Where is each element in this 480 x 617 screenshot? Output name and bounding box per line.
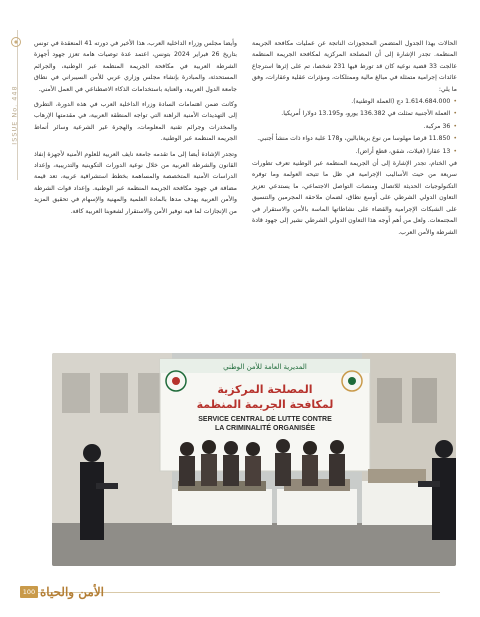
right-column [252, 38, 457, 238]
list-item: • 36 مركبة. [252, 121, 457, 132]
paragraph: وأيضا مجلس وزراء الداخلية العرب، هذا الأخير في دورته 41 المنعقدة في تونس بتاريخ 26 فبراير 2024 بتونس، اعتمد عدة توصيات هامة تعزز جهود أجهزة الشرطة العربية في مكافحة الجريمة المنظمة عبر الوطنية، والجرائم المستحدثة، والمبادرة بإنشاء مجلس وزاري عربي للأمن السيبراني في نطاق جامعة الدول العربية، والعناية باستخدامات الذكاء الاصطناعي في العمل الأمني. [34, 40, 238, 93]
magazine-title: الأمن والحياة [40, 585, 105, 599]
ornament-icon [10, 36, 22, 48]
paragraph: وتجدر الإشادة أيضا إلى ما تقدمه جامعة نايف العربية للعلوم الأمنية لأجهزة إنفاذ القانون والشرطة العربية من خلال نوعية الدورات التكوينية والتدريبية، وإعداد الدراسات الأمنية المتخصصة والمساهمة بخطط استشرافية عربية، تعد قيمة مضافة في جهود مكافحة الجريمة المنظمة عبر الوطنية. وإعداد قوات الشرطة والأمن العربية يهدف مدها بالمادة العلمية والمهنية والإسهام في تحقيق المزيد من الإنجازات لما فيه توفير الأمن والاستقرار لشعوبنا العربية كافة. [34, 150, 237, 215]
sign-line2: لمكافحة الجريمة المنظمة [196, 398, 334, 411]
left-column [34, 38, 237, 217]
issue-number: ISSUE No. 448 [11, 85, 19, 145]
closing-paragraph: في الختام، تجدر الإشارة إلى أن الجريمة المنظمة عبر الوطنية تعرف تطورات سريعة من حيث الأساليب الإجرامية في ظل ما تتيحه العولمة وما توفره التكنولوجيات الحديثة للاتصال ومنصات التواصل الاجتماعي، ما يستدعي تعزيز التعاون الدولي الشرطي على أوسع نطاق، لضمان ملاحقة المجرمين والتنسيق على الشبكات الإجرامية والقضاء على نشاطاتها الماسة بالأمن والاستقرار في المجتمعات. ولعل من أهم أوجه هذا التعاون الدولي الشرطي نشير إلى جهود قادة الشرطة والأمن العرب. [252, 160, 457, 236]
list-item: • 1.614.684.000 دج (العملة الوطنية). [252, 96, 457, 107]
list-item: • 11.850 قرصا مهلوسا من نوع بريغابالين، و178 علبة دواء ذات منشأ أجنبي. [252, 133, 457, 144]
sign-line1: المصلحة المركزية [217, 383, 313, 396]
sign-fr2: LA CRIMINALITÉ ORGANISÉE [214, 425, 316, 432]
sign-org-text: المديرية العامة للأمن الوطني [223, 363, 307, 371]
seizure-photo [52, 353, 456, 566]
intro-paragraph: الحالات بهذا الجدول المتضمن المحجوزات الناتجة عن عمليات مكافحة الجريمة المنظمة. تجدر الإشارة إلى أن المصلحة المركزية لمكافحة الجريمة المنظمة عالجت 33 قضية نوعية كان قد تورط فيها 231 شخصا، تم على إثرها استرجاع عائدات إجرامية متمثلة في مبالغ مالية وممتلكات، ومؤثرات عقلية وعقارات، وفق ما يلي: [252, 40, 458, 93]
page-number: 100 [20, 586, 38, 598]
list-item: • العملة الأجنبية تمثلت في 136.382 يورو، و13.195 دولارا أمريكيا. [252, 108, 457, 119]
list-item: • 13 عقارا (فيلات، شقق، قطع أراض). [252, 146, 457, 157]
paragraph: وكانت ضمن اهتمامات السادة وزراء الداخلية العرب في هذه الدورة، التطرق إلى التهديدات الأمنية الراهنة التي تواجه المنطقة العربية، في مقدمتها الإرهاب والمخدرات وجرائم تقنية المعلومات، والهجرة غير الشرعية وسائر أنماط الجريمة المنظمة عبر الوطنية. [34, 101, 237, 143]
sign-fr1: SERVICE CENTRAL DE LUTTE CONTRE [198, 416, 332, 423]
